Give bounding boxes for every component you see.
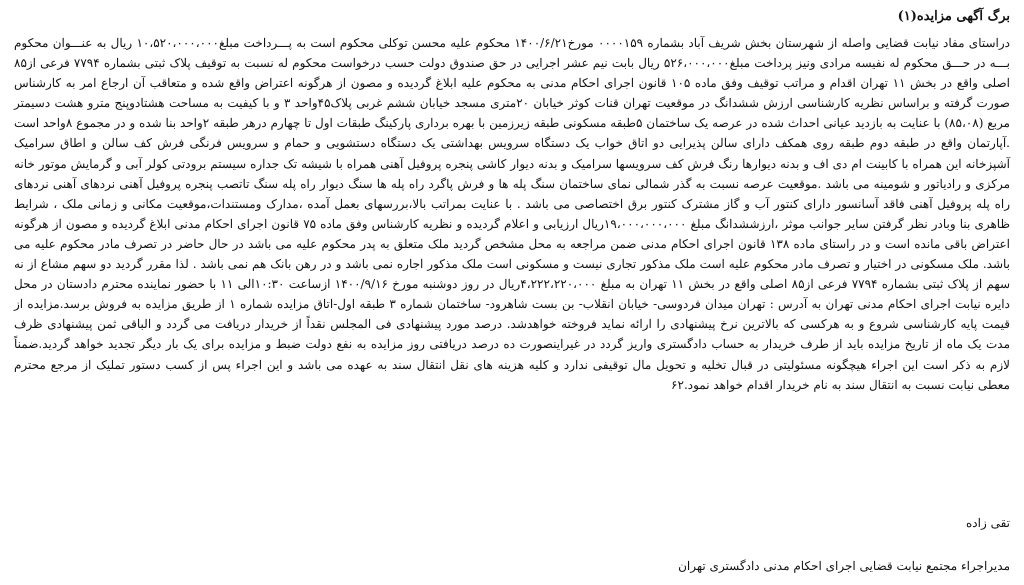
notice-title: برگ آگهی مزایده(۱): [897, 9, 1010, 24]
notice-body: دراستای مفاد نیابت قضایی واصله از شهرستان بخش شریف آباد بشماره ۰۰۰۰۱۵۹ مورخ۱۴۰۰/۶/۲۱ محکوم علیه محسن توکلی محکوم است به پـــرداخت مبلغ۱۰،۵۲۰،۰۰۰،۰۰۰ ریال به عنـــوان محکوم بـــه در حـــق محکوم له نفیسه مرادی ونیز پرداخت مبلغ۵۲۶،۰۰۰،۰۰۰ ریال بابت نیم عشر اجرایی در حق صندوق دولت حسب درخواست محکوم له نسبت به توقیف پلاک ثبتی بشماره ۷۷۹۴ فرعی از۸۵ اصلی واقع در بخش ۱۱ تهران اقدام و مراتب توقیف وفق ماده ۱۰۵ قانون اجرای احکام مدنی به محکوم علیه ابلاغ گردیده و مصون از هرگونه اعتراض واقع شده و متعاقب آن ارجاع امر به کارشناس صورت گرفته و براساس نظریه کارشناسی ارزش ششدانگ در موقعیت تهران قنات کوثر خیابان ۲۰متری مسجد خیابان ششم غربی پلاک۴۵واحد ۳ و با کیفیت به مساحت هشتادوپنج مترو هشت دسیمتر مربع (۸۵،۰۸) با عنایت به بازدید عیانی احداث شده در عرصه یک ساختمان ۵طبقه مسکونی طبقه زیرزمین با بهره برداری پارکینگ طبقات اول تا چهارم درهر طبقه ۲واحد بنا شده و در مجموع ۸واحد است .آپارتمان واقع در طبقه دوم طبقه روی همکف دارای سالن پذیرایی دو اتاق خواب یک دستگاه سرویس بهداشتی یک دستگاه دستشویی و حمام و سرویس فرنگی فرش کف سالن و اطاق سرامیک آشپزخانه این همراه با کابینت ام دی اف و بدنه دیوارها رنگ فرش کف سرویسها سرامیک و بدنه دیوار کاشی پنجره پروفیل آهنی همراه با شیشه تک جداره سیستم برودتی کولر آبی و گرمایش موتور خانه مرکزی و رادیاتور و شومینه می باشد .موقعیت عرصه نسبت به گذر شمالی نمای ساختمان سنگ پله ها و فرش پاگرد راه پله ها سنگ دیوار راه پله سنگ تاتصب پنجره پروفیل آهنی نردهای آهنی نردهای راه پله پروفیل آهنی فاقد آسانسور دارای کنتور آب و گاز مشترک کنتور برق اختصاصی می باشد . با عنایت بمراتب بالا،بررسهای بعمل آمده ،مدارک ومستندات،موقعیت مکانی و زمانی ملک ، شرایط ظاهری بنا وبادر نظر گرفتن سایر جوانب موثر ،ارزششدانگ مبلغ ۱۹،۰۰۰،۰۰۰،۰۰۰ریال ارزیابی و اعلام گردیده و نظریه کارشناس وفق ماده ۷۵ قانون اجرای احکام مدنی ابلاغ گردیده و مصون از هرگونه اعتراض باقی مانده است و در راستای ماده ۱۳۸ قانون اجرای احکام مدنی ضمن مراجعه به محل مشخص گردید ملک متعلق به پدر محکوم علیه می باشد در حال حاضر در تصرف مادر محکوم علیه می باشد. ملک مسکونی در اختیار و تصرف مادر محکوم علیه است ملک مذکور تجاری نیست و مسکونی است ملک مذکور اجاره نمی باشد و در رهن بانک هم نمی باشد . لذا مقرر گردید دو سهم مشاع از نه سهم از پلاک ثبتی بشماره ۷۷۹۴ فرعی از۸۵ اصلی واقع در بخش ۱۱ تهران به مبلغ ۴،۲۲۲،۲۲۰،۰۰۰ریال در روز دوشنبه مورخ ۱۴۰۰/۹/۱۶ ازساعت ۱۰:۳۰الی ۱۱ با حضور نماینده محترم دادستان در محل دایره نیابت اجرای احکام مدنی تهران به آدرس : تهران میدان فردوسی- خیابان انقلاب- بن بست شاهرود- ساختمان شماره ۳ طبقه اول-اتاق مزایده شماره ۱ از طریق مزایده به فروش برسد.مزایده از قیمت پایه کارشناسی شروع و به هرکسی که بالاترین نرخ پیشنهادی را ارائه نماید فروخته خواهدشد. درصد مورد پیشنهادی فی المجلس نقداً از خریدار دریافت می گردد و الباقی ثمن پیشنهادی ظرف مدت یک ماه از تاریخ مزایده باید از طرف خریدار به حساب دادگستری واریز گردد در غیراینصورت ده درصد دریافتی روز مزایده به نفع دولت ضبط و مزایده برای یک بار دیگر تجدید خواهد گردید.ضمناً لازم به ذکر است این اجراء هیچگونه مسئولیتی در قبال تخلیه و تحویل مال توقیفی ندارد و کلیه هزینه های نقل انتقال سند به عهده می باشد و این اجراء پس از کسب دستور تملیک از مرجع محترم معطی نیابت نسبت به انتقال سند به نام خریدار اقدام خواهد نمود.۶۲: [14, 36, 1011, 392]
signatory-name: تقی زاده: [966, 516, 1010, 530]
signatory-role: مدیراجراء مجتمع نیابت قضایی اجرای احکام مدنی دادگستری تهران: [678, 559, 1010, 573]
